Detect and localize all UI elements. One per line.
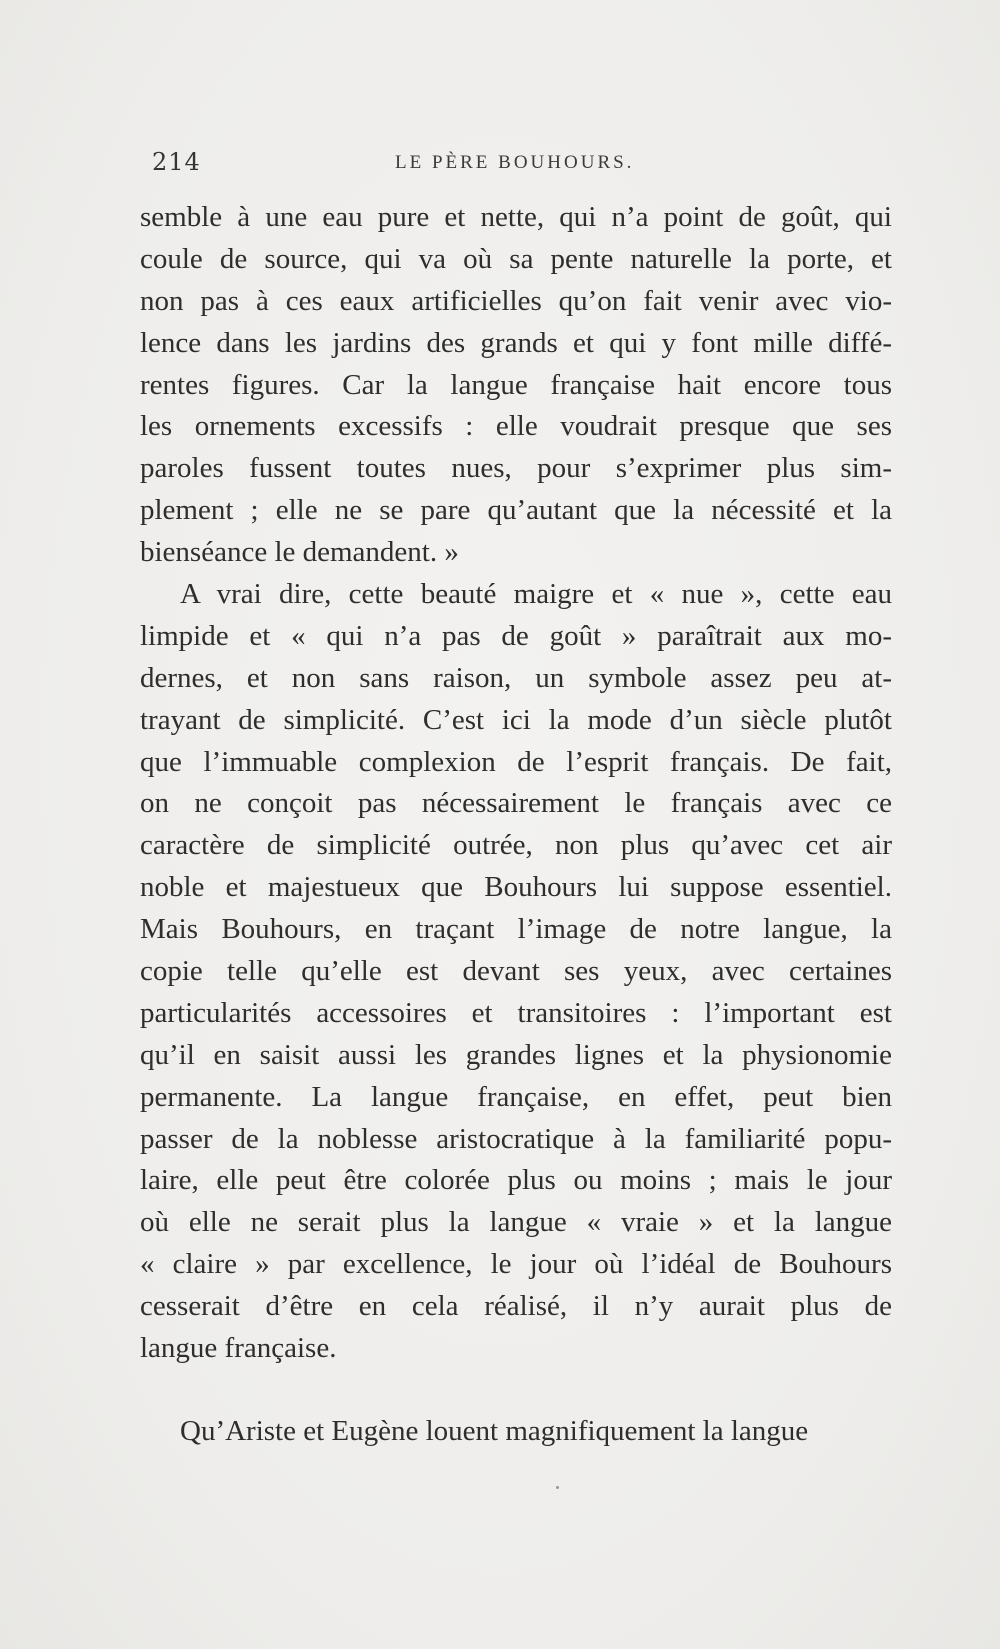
text-line: qu’il en saisit aussi les grandes lignes et la physionomie [140, 1038, 892, 1071]
text-line: on ne conçoit pas nécessairement le français avec ce [140, 787, 892, 820]
paper-speck [556, 1486, 559, 1489]
text-line: semble à une eau pure et nette, qui n’a point de goût, qui [140, 201, 892, 233]
running-title: LE PÈRE BOUHOURS. [395, 152, 635, 173]
text-line: limpide et « qui n’a pas de goût » paraîtrait aux mo- [140, 619, 892, 652]
body-text [140, 197, 892, 1453]
text-line: passer de la noblesse aristocratique à la familiarité popu- [140, 1122, 892, 1155]
text-line: bienséance le demandent. » [140, 536, 459, 569]
text-line: rentes figures. Car la langue française hait encore tous [140, 368, 892, 401]
text-line: lence dans les jardins des grands et qui y font mille diffé- [140, 326, 892, 359]
text-line: particularités accessoires et transitoires : l’important est [140, 996, 892, 1029]
text-line: langue française. [140, 1332, 337, 1365]
page-number: 214 [152, 148, 201, 176]
text-line: laire, elle peut être colorée plus ou moins ; mais le jour [140, 1164, 892, 1197]
paragraph-next [140, 1411, 892, 1453]
text-line: où elle ne serait plus la langue « vraie » et la langue [140, 1206, 892, 1239]
text-line: cesserait d’être en cela réalisé, il n’y aurait plus de [140, 1290, 892, 1323]
text-line: permanente. La langue française, en effet, peut bien [140, 1080, 892, 1113]
text-line: les ornements excessifs : elle voudrait presque que ses [140, 410, 892, 443]
text-line: que l’immuable complexion de l’esprit français. De fait, [140, 745, 892, 778]
text-line: « claire » par excellence, le jour où l’idéal de Bouhours [140, 1248, 892, 1281]
page-header [150, 148, 890, 182]
section-gap [140, 1370, 892, 1411]
text-line: plement ; elle ne se pare qu’autant que la nécessité et la [140, 494, 892, 527]
paragraph-quote-continuation [140, 197, 892, 574]
text-line: non pas à ces eaux artificielles qu’on fait venir avec vio- [140, 284, 892, 317]
text-line: trayant de simplicité. C’est ici la mode d’un siècle plutôt [140, 703, 892, 736]
paragraph-commentary [140, 574, 892, 1370]
text-line: caractère de simplicité outrée, non plus qu’avec cet air [140, 829, 892, 862]
text-line: dernes, et non sans raison, un symbole assez peu at- [140, 661, 892, 694]
text-line: copie telle qu’elle est devant ses yeux, avec certaines [140, 955, 892, 988]
text-line: Qu’Ariste et Eugène louent magnifiquement la langue [180, 1414, 809, 1447]
text-line: noble et majestueux que Bouhours lui suppose essentiel. [140, 871, 892, 904]
text-line: Mais Bouhours, en traçant l’image de notre langue, la [140, 913, 892, 946]
text-line: A vrai dire, cette beauté maigre et « nue », cette eau [180, 578, 892, 611]
text-line: coule de source, qui va où sa pente naturelle la porte, et [140, 242, 892, 275]
text-line: paroles fussent toutes nues, pour s’exprimer plus sim- [140, 452, 892, 485]
